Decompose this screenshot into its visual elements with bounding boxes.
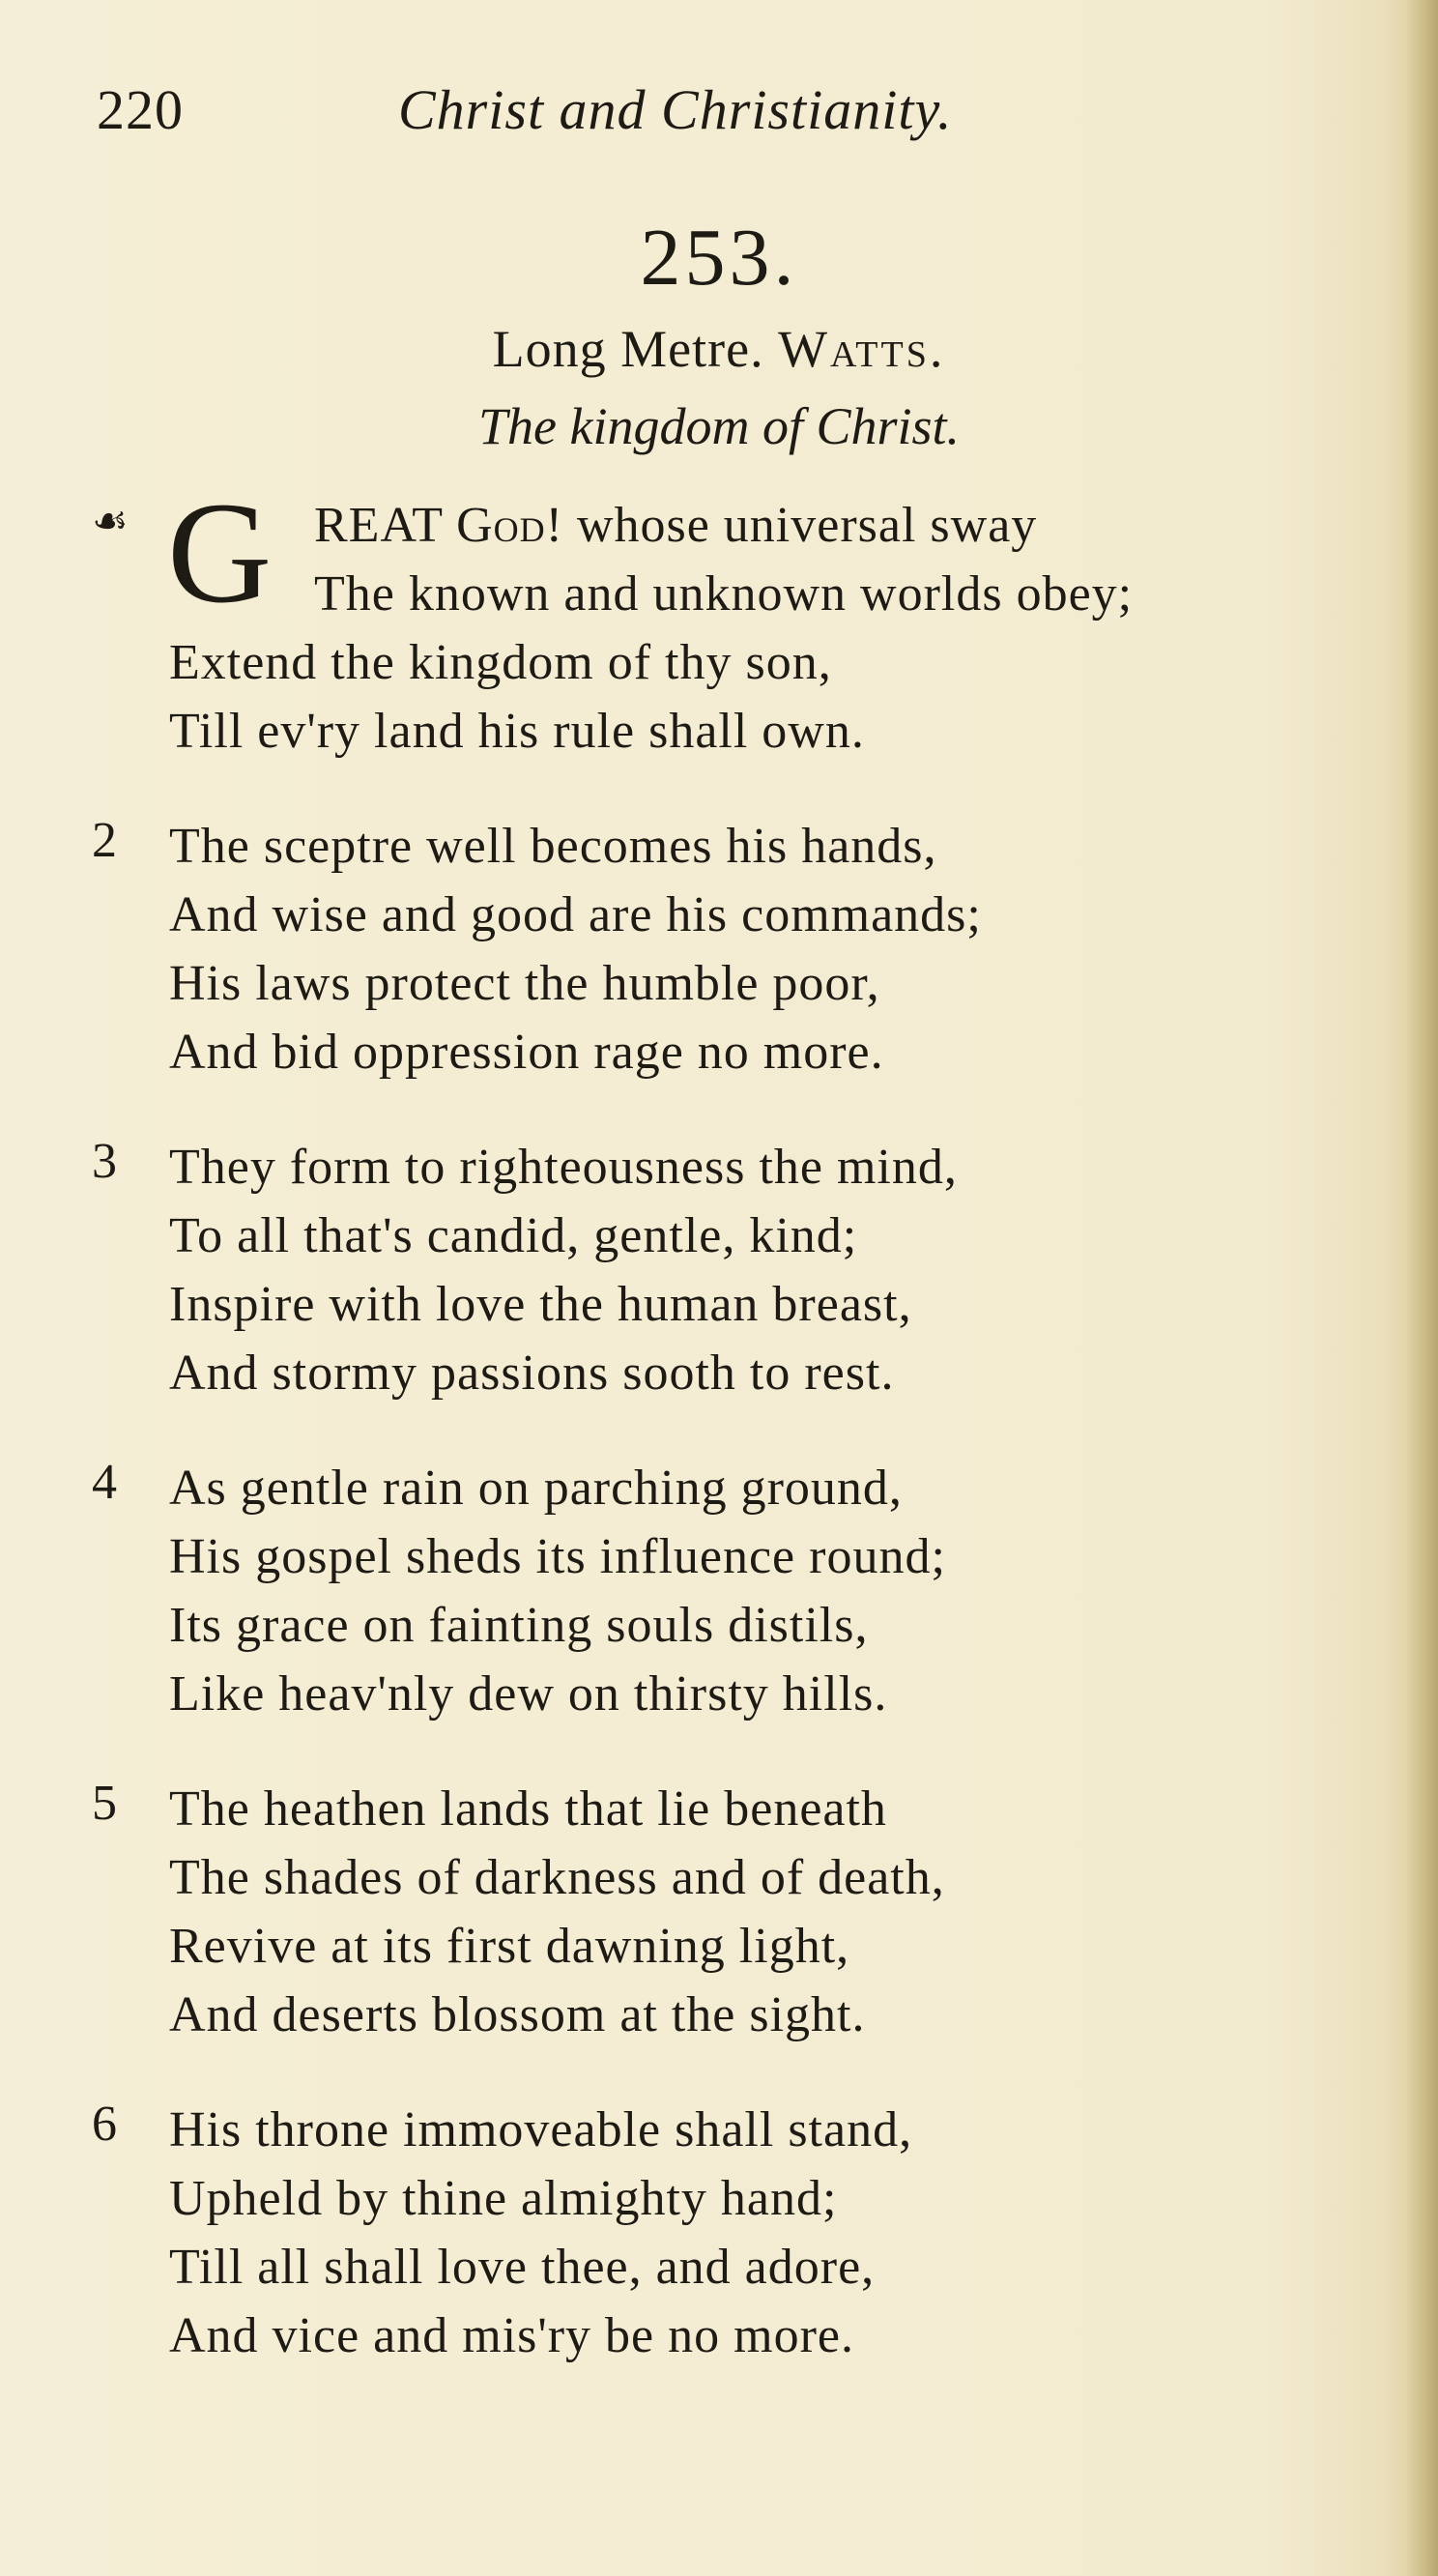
verse-line: The shades of darkness and of death,	[169, 1850, 945, 1905]
verse-line: Its grace on fainting souls distils,	[169, 1598, 869, 1653]
verse-line: His laws protect the humble poor,	[169, 956, 880, 1011]
verse-number: 2	[92, 813, 117, 868]
verse-line: And stormy passions sooth to rest.	[169, 1346, 895, 1401]
metre: Long Metre.	[492, 320, 764, 378]
stanza-2	[92, 812, 1348, 1086]
verse-line: Revive at its first dawning light,	[169, 1919, 850, 1974]
verse-line-start: REAT	[314, 498, 457, 553]
verse-line: Extend the kingdom of thy son,	[169, 635, 832, 690]
ornament-icon: ☙	[92, 500, 129, 544]
verse-line: They form to righteousness the mind,	[169, 1140, 958, 1195]
page-header	[97, 77, 1160, 155]
verse-line: And vice and mis'ry be no more.	[169, 2308, 854, 2363]
verse-line: The known and unknown worlds obey;	[314, 566, 1134, 622]
verse-line: His gospel sheds its influence round;	[169, 1529, 946, 1584]
verses	[92, 473, 1348, 2417]
verse-number: 3	[92, 1134, 117, 1189]
verse-number: 4	[92, 1455, 117, 1510]
verse-line: And deserts blossom at the sight.	[169, 1987, 866, 2042]
verse-line-rest: whose universal sway	[562, 498, 1038, 553]
verse-line: The heathen lands that lie beneath	[169, 1781, 887, 1837]
drop-cap: G	[167, 473, 273, 633]
verse-line: His throne immoveable shall stand,	[169, 2102, 913, 2157]
author: Watts.	[778, 320, 946, 378]
hymn-number: 253.	[640, 213, 798, 303]
stanza-3	[92, 1133, 1348, 1407]
verse-line: Till ev'ry land his rule shall own.	[169, 704, 865, 759]
verse-number: 6	[92, 2097, 117, 2152]
verse-line: As gentle rain on parching ground,	[169, 1461, 903, 1516]
verse-line	[92, 491, 1348, 560]
god-word: God!	[456, 498, 563, 553]
running-title: Christ and Christianity.	[398, 78, 953, 141]
verse-number: 5	[92, 1776, 117, 1831]
verse-line: Upheld by thine almighty hand;	[169, 2171, 838, 2226]
verse-line: And wise and good are his commands;	[169, 887, 982, 942]
verse-line: To all that's candid, gentle, kind;	[169, 1208, 858, 1263]
verse-line: Inspire with love the human breast,	[169, 1277, 912, 1332]
metre-line	[0, 319, 1438, 379]
verse-line: Like heav'nly dew on thirsty hills.	[169, 1666, 888, 1722]
stanza-1	[92, 473, 1348, 766]
verse-line: And bid oppression rage no more.	[169, 1025, 884, 1080]
stanza-5	[92, 1775, 1348, 2049]
page-number: 220	[97, 78, 184, 141]
verse-line: The sceptre well becomes his hands,	[169, 819, 937, 874]
stanza-4	[92, 1454, 1348, 1728]
verse-line: Till all shall love thee, and adore,	[169, 2240, 876, 2295]
stanza-6	[92, 2096, 1348, 2370]
hymn-subtitle: The kingdom of Christ.	[477, 397, 961, 455]
page-edge	[1405, 0, 1438, 2576]
